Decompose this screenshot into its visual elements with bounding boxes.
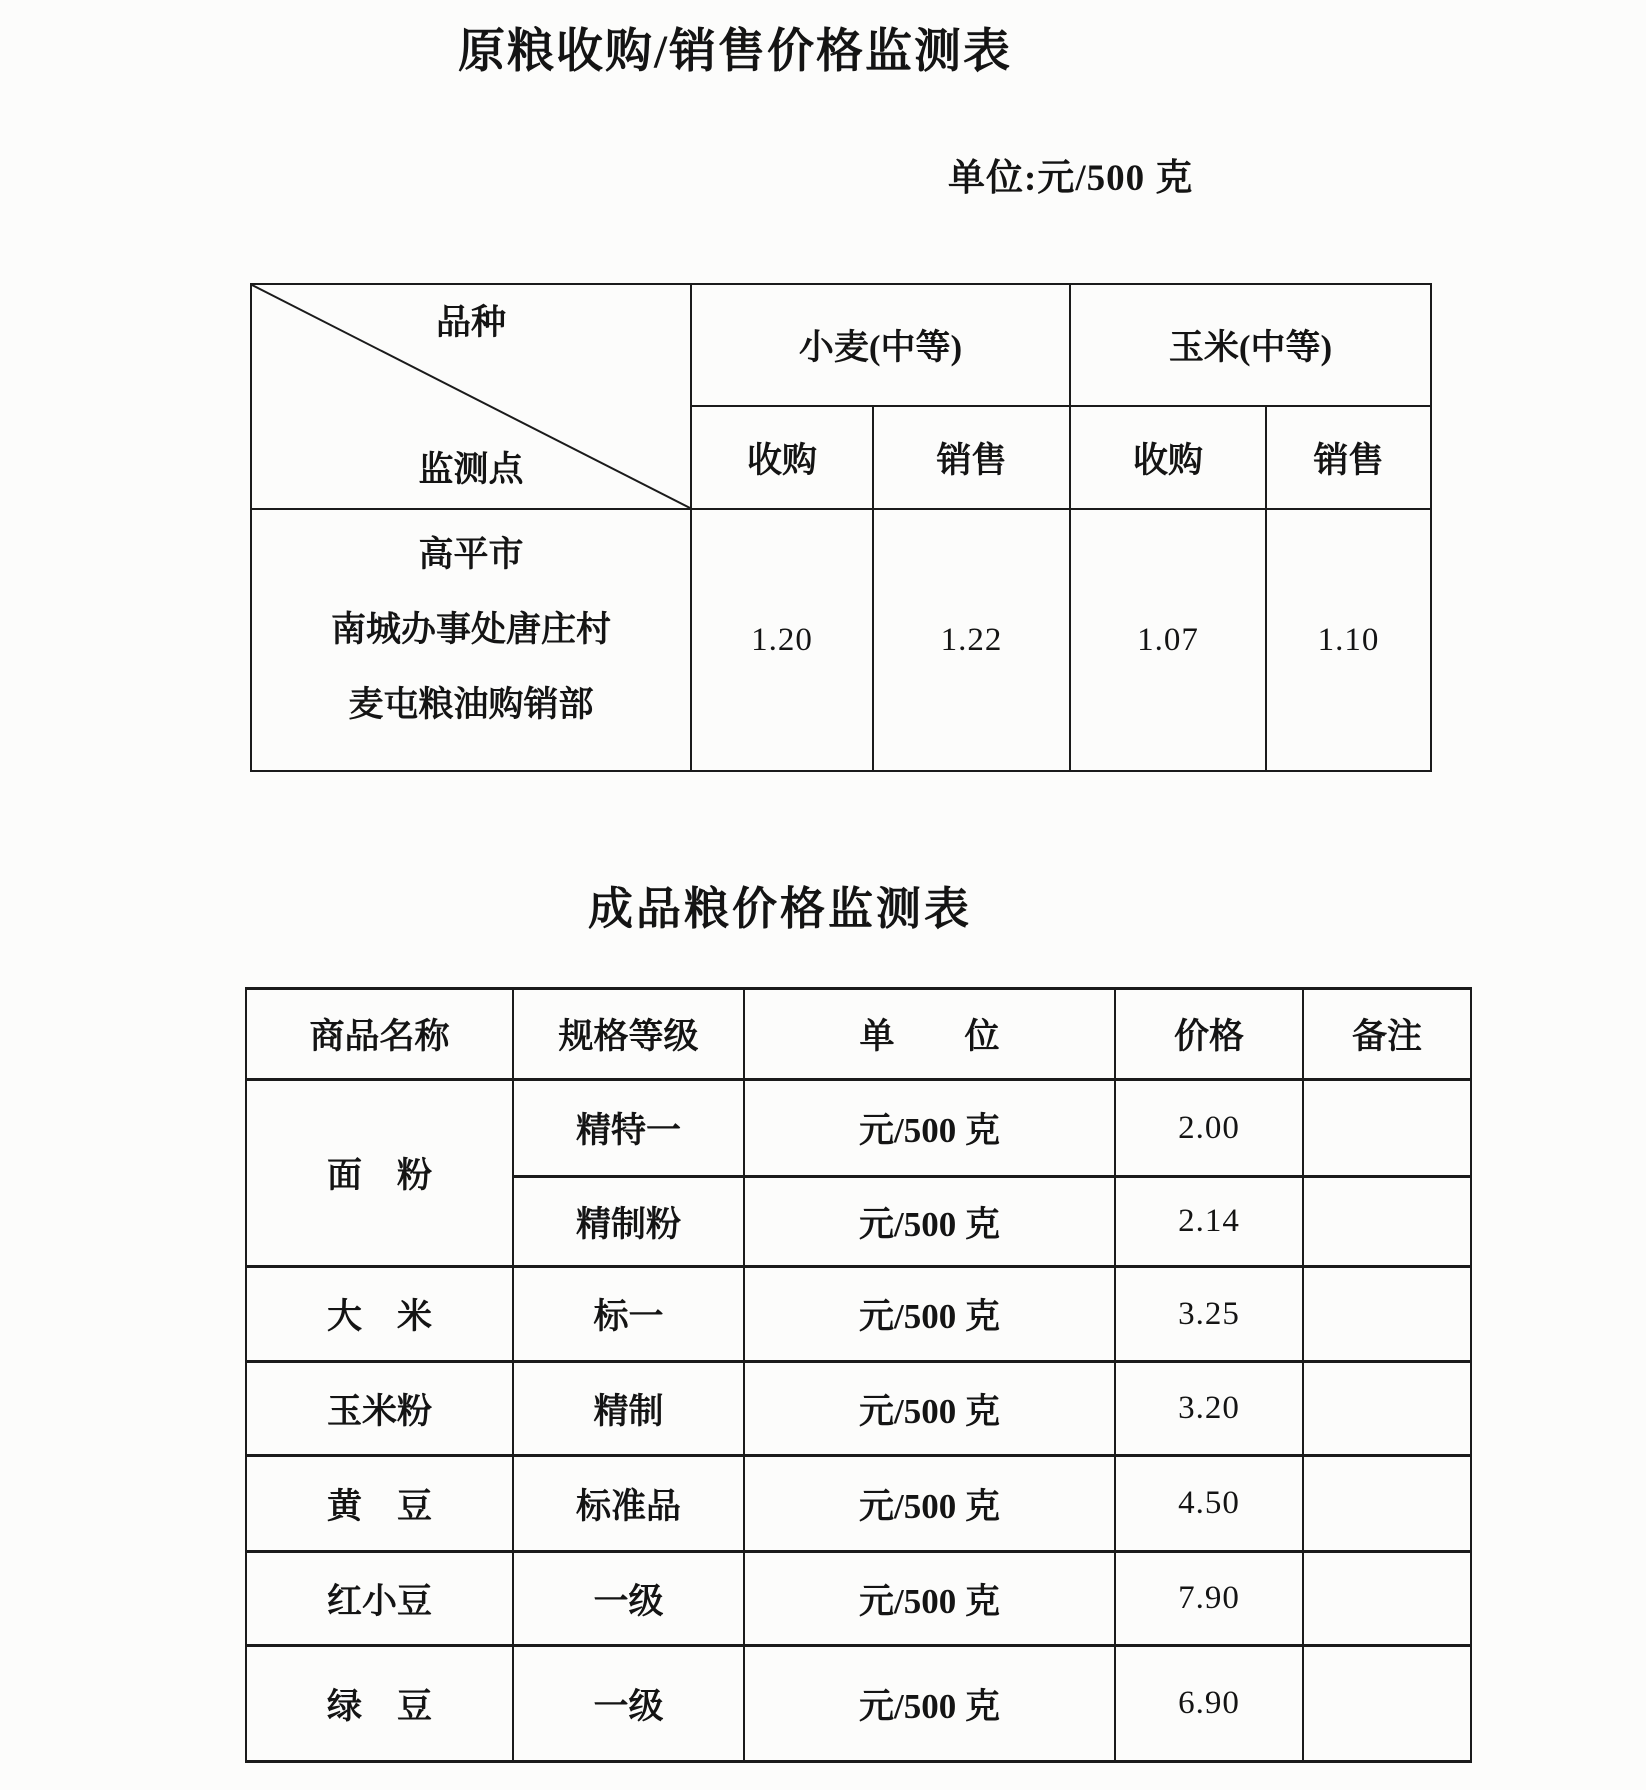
- product-cell-red-bean: 红小豆: [246, 1552, 513, 1646]
- monitoring-point-axis-label: 监测点: [418, 450, 524, 489]
- header-wheat-sale: 销售: [873, 406, 1070, 509]
- header-wheat-medium: 小麦(中等): [691, 284, 1070, 406]
- product-cell-soybean: 黄 豆: [246, 1456, 513, 1552]
- wheat-purchase-price: 1.20: [691, 509, 873, 771]
- corn-purchase-price: 1.07: [1070, 509, 1266, 771]
- monitoring-point-line-2: 南城办事处唐庄村: [330, 610, 611, 649]
- finished-grain-title: 成品粮价格监测表: [587, 884, 972, 934]
- table-row: [246, 1267, 1471, 1362]
- grade-cell: 一级: [513, 1646, 744, 1762]
- price-cell: 2.00: [1115, 1080, 1303, 1177]
- header-corn-medium: 玉米(中等): [1070, 284, 1431, 406]
- product-cell-flour: 面 粉: [246, 1080, 513, 1267]
- grade-cell: 标准品: [513, 1456, 744, 1552]
- raw-table-data-row: [251, 509, 1431, 771]
- price-cell: 4.50: [1115, 1456, 1303, 1552]
- unit-cell: 元/500 克: [744, 1646, 1115, 1762]
- note-cell: [1303, 1552, 1471, 1646]
- table-row: [246, 1646, 1471, 1762]
- unit-cell: 元/500 克: [744, 1177, 1115, 1267]
- grade-cell: 标一: [513, 1267, 744, 1362]
- unit-cell: 元/500 克: [744, 1080, 1115, 1177]
- price-cell: 7.90: [1115, 1552, 1303, 1646]
- raw-grain-price-table: [250, 283, 1432, 772]
- unit-cell: 元/500 克: [744, 1267, 1115, 1362]
- header-wheat-purchase: 收购: [691, 406, 873, 509]
- product-cell-mung-bean: 绿 豆: [246, 1646, 513, 1762]
- header-price: 价格: [1115, 989, 1303, 1080]
- header-grade: 规格等级: [513, 989, 744, 1080]
- monitoring-point-line-3: 麦屯粮油购销部: [348, 685, 594, 724]
- header-unit: 单 位: [744, 989, 1115, 1080]
- note-cell: [1303, 1646, 1471, 1762]
- diagonal-header-cell: [251, 284, 691, 509]
- grade-cell: 精制: [513, 1362, 744, 1456]
- note-cell: [1303, 1456, 1471, 1552]
- finished-grain-price-table: [245, 987, 1472, 1763]
- unit-note: 单位:元/500 克: [948, 158, 1194, 199]
- price-cell: 3.20: [1115, 1362, 1303, 1456]
- table-row: [246, 1362, 1471, 1456]
- product-cell-rice: 大 米: [246, 1267, 513, 1362]
- note-cell: [1303, 1267, 1471, 1362]
- note-cell: [1303, 1080, 1471, 1177]
- wheat-sale-price: 1.22: [873, 509, 1070, 771]
- header-product-name: 商品名称: [246, 989, 513, 1080]
- fin-table-header-row: [246, 989, 1471, 1080]
- unit-cell: 元/500 克: [744, 1552, 1115, 1646]
- grade-cell: 精制粉: [513, 1177, 744, 1267]
- table-row: [246, 1552, 1471, 1646]
- price-cell: 6.90: [1115, 1646, 1303, 1762]
- price-cell: 2.14: [1115, 1177, 1303, 1267]
- page-title: 原粮收购/销售价格监测表: [457, 26, 1013, 78]
- header-corn-purchase: 收购: [1070, 406, 1266, 509]
- variety-axis-label: 品种: [435, 303, 506, 342]
- table-row: [246, 1456, 1471, 1552]
- corn-sale-price: 1.10: [1266, 509, 1431, 771]
- unit-cell: 元/500 克: [744, 1456, 1115, 1552]
- price-cell: 3.25: [1115, 1267, 1303, 1362]
- raw-table-group-header-row: [251, 284, 1431, 406]
- unit-cell: 元/500 克: [744, 1362, 1115, 1456]
- note-cell: [1303, 1177, 1471, 1267]
- grade-cell: 精特一: [513, 1080, 744, 1177]
- note-cell: [1303, 1362, 1471, 1456]
- header-corn-sale: 销售: [1266, 406, 1431, 509]
- monitoring-point-line-1: 高平市: [418, 535, 524, 574]
- product-cell-corn-flour: 玉米粉: [246, 1362, 513, 1456]
- monitoring-point-cell: [251, 509, 691, 771]
- grade-cell: 一级: [513, 1552, 744, 1646]
- table-row: [246, 1080, 1471, 1177]
- header-note: 备注: [1303, 989, 1471, 1080]
